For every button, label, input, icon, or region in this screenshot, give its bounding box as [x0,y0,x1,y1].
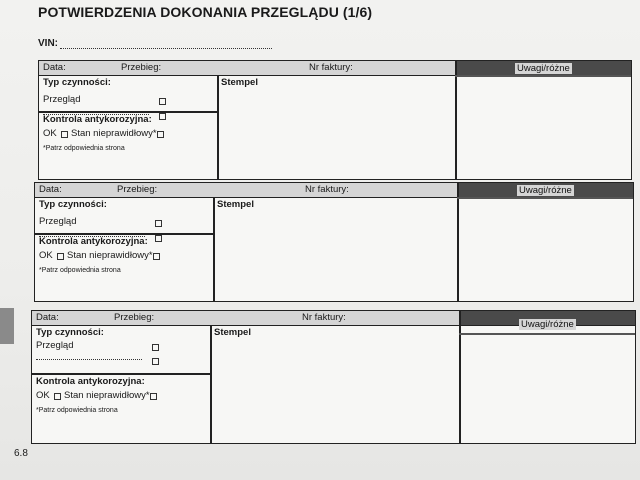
bad-state-checkbox[interactable] [157,131,164,138]
anticorrosion-label: Kontrola antykorozyjna: [43,114,152,125]
bad-state-checkbox[interactable] [153,253,160,260]
section-tab [0,308,14,344]
remarks-label: Uwagi/różne [521,319,574,330]
ok-label: OK [39,250,53,261]
ok-checkbox[interactable] [57,253,64,260]
bad-state-label: Stan nieprawidłowy* [64,390,150,401]
date-label: Data: [36,312,59,323]
inspection-label: Przegląd [39,216,77,227]
footnote: *Patrz odpowiednia strona [39,267,121,274]
other-service-field[interactable] [36,353,142,360]
other-service-checkbox[interactable] [155,235,162,242]
anticorrosion-label: Kontrola antykorozyjna: [39,236,148,247]
inspection-checkbox[interactable] [155,220,162,227]
page-title: POTWIERDZENIA DOKONANIA PRZEGLĄDU (1/6) [38,4,373,20]
service-type-label: Typ czynności: [43,77,111,88]
ok-label: OK [36,390,50,401]
inspection-label: Przegląd [43,94,81,105]
date-label: Data: [43,62,66,73]
invoice-label: Nr faktury: [309,62,353,73]
ok-checkbox[interactable] [61,131,68,138]
stamp-label: Stempel [214,327,251,338]
anticorrosion-label: Kontrola antykorozyjna: [36,376,145,387]
mileage-label: Przebieg: [121,62,162,73]
bad-state-checkbox[interactable] [150,393,157,400]
service-record-card [31,310,636,444]
stamp-label: Stempel [221,77,258,88]
inspection-label: Przegląd [36,340,74,351]
bad-state-label: Stan nieprawidłowy* [71,128,157,139]
bad-state-label: Stan nieprawidłowy* [67,250,153,261]
stamp-label: Stempel [217,199,254,210]
other-service-checkbox[interactable] [159,113,166,120]
service-record-card [34,182,634,302]
other-service-checkbox[interactable] [152,358,159,365]
footnote: *Patrz odpowiednia strona [36,407,118,414]
invoice-label: Nr faktury: [305,184,349,195]
ok-checkbox[interactable] [54,393,61,400]
mileage-label: Przebieg: [117,184,158,195]
invoice-label: Nr faktury: [302,312,346,323]
vin-field[interactable] [60,40,272,49]
date-label: Data: [39,184,62,195]
service-type-label: Typ czynności: [39,199,107,210]
remarks-label: Uwagi/różne [517,63,570,74]
vin-label: VIN: [38,38,58,49]
inspection-checkbox[interactable] [152,344,159,351]
mileage-label: Przebieg: [114,312,155,323]
footnote: *Patrz odpowiednia strona [43,145,125,152]
service-record-card [38,60,632,180]
ok-label: OK [43,128,57,139]
page-number: 6.8 [14,448,28,459]
inspection-checkbox[interactable] [159,98,166,105]
remarks-label: Uwagi/różne [519,185,572,196]
service-type-label: Typ czynności: [36,327,104,338]
